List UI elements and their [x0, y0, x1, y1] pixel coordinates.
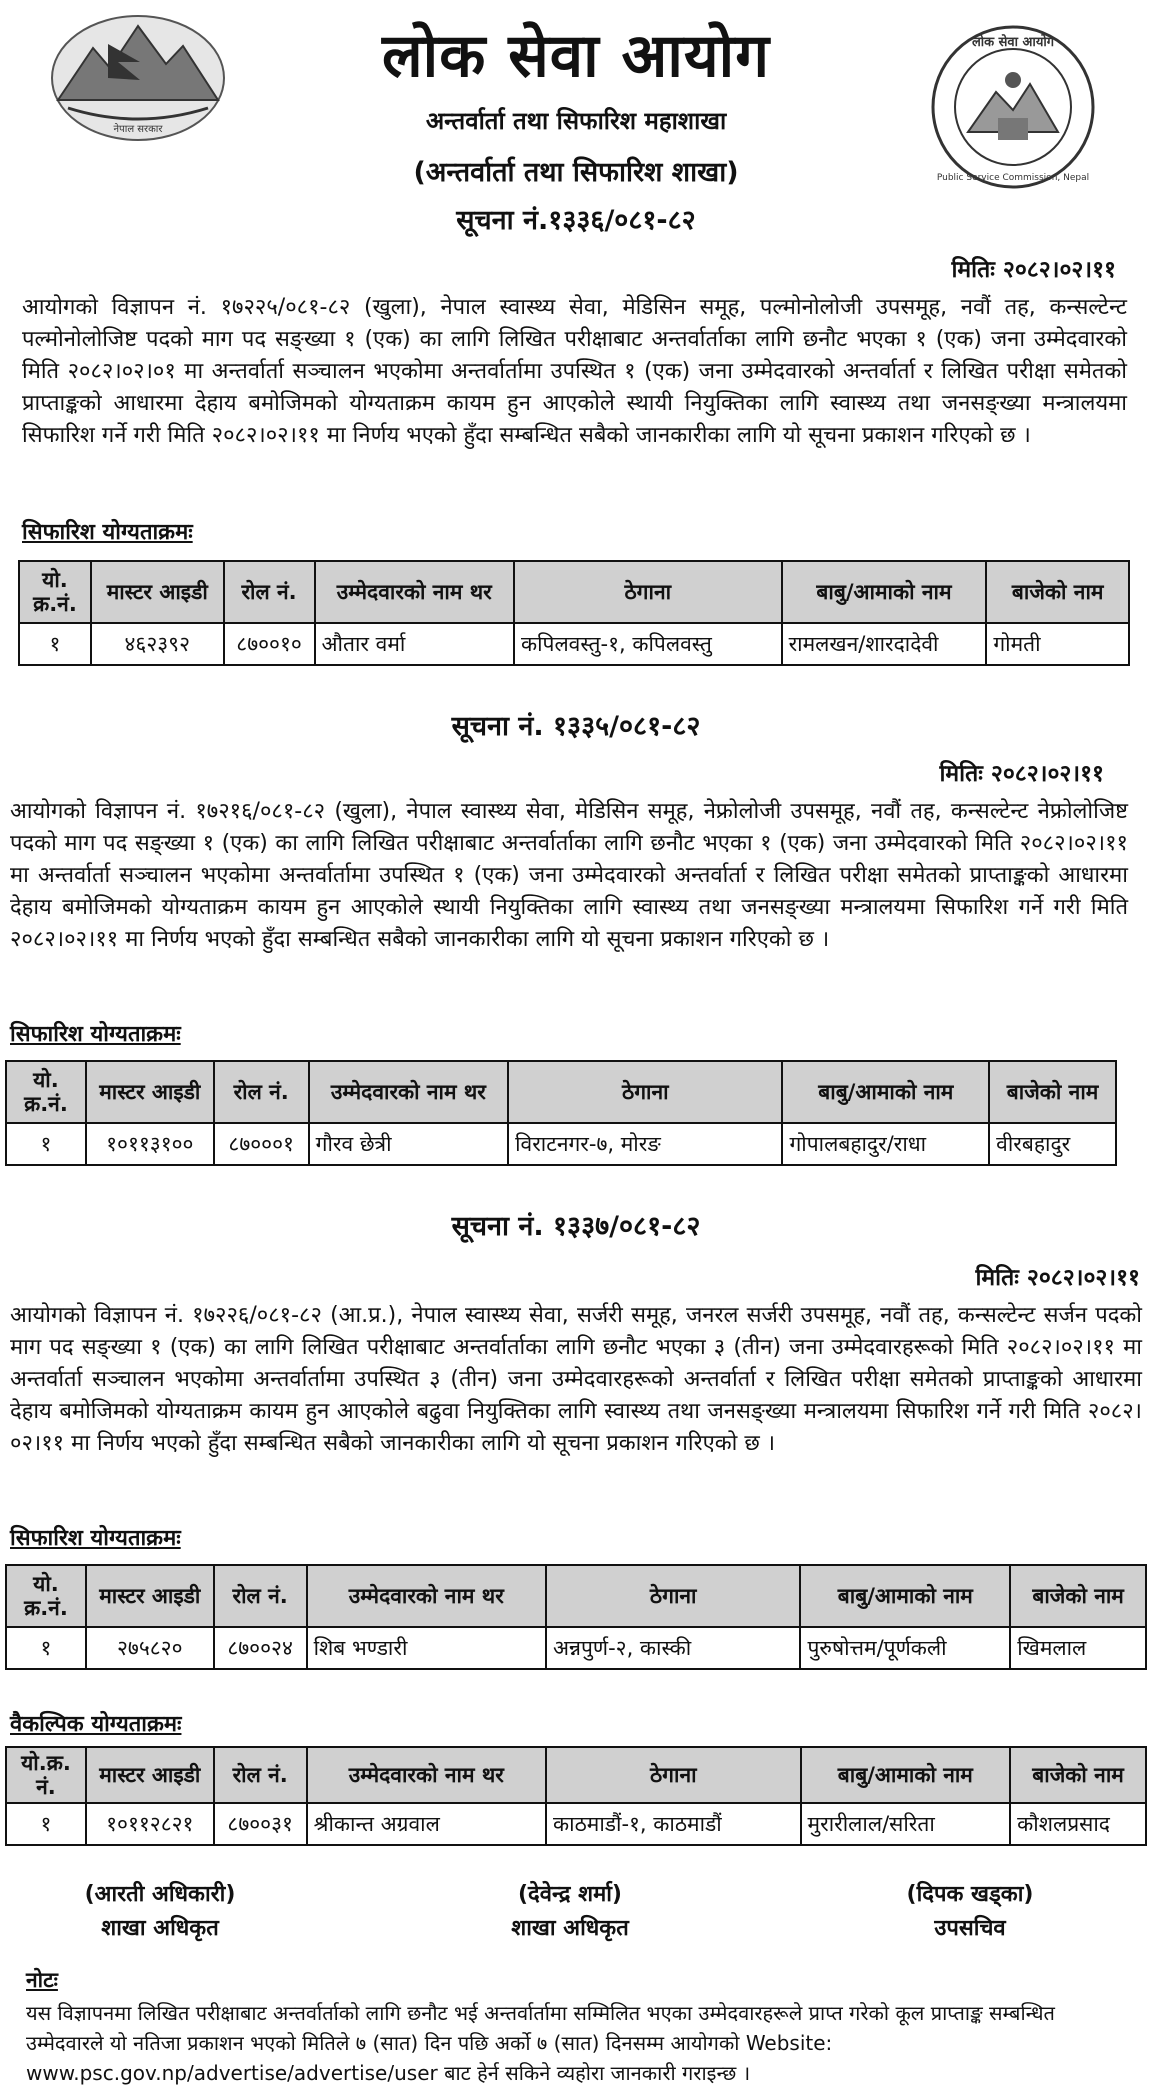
cell-candidate-name: श्रीकान्त अग्रवाल [307, 1803, 546, 1845]
notice-1-number: सूचना नं.१३३६/०८१-८२ [456, 205, 696, 236]
table-row [6, 1627, 1146, 1669]
cell-serial: १ [6, 1627, 86, 1669]
notice-1-list-label: सिफारिश योग्यताक्रमः [22, 520, 193, 545]
col-parents: बाबु/आमाको नाम [782, 561, 987, 623]
table-header-row [6, 1565, 1146, 1627]
notice-1-date: मितिः २०८२।०२।११ [951, 257, 1116, 283]
col-address: ठेगाना [546, 1747, 801, 1803]
col-candidate-name: उम्मेदवारको नाम थर [315, 561, 514, 623]
cell-grandfather: वीरबहादुर [989, 1123, 1116, 1165]
table-row [19, 623, 1129, 665]
signatory-title: शाखा अधिकृत [101, 1916, 219, 1941]
col-grandfather: बाजेको नाम [989, 1061, 1116, 1123]
cell-parents: पुरुषोत्तम/पूर्णकली [800, 1627, 1010, 1669]
cell-grandfather: गोमती [986, 623, 1129, 665]
signatory-name: (आरती अधिकारी) [84, 1882, 236, 1907]
col-parents: बाबु/आमाको नाम [800, 1565, 1010, 1627]
col-parents: बाबु/आमाको नाम [782, 1061, 989, 1123]
col-grandfather: बाजेको नाम [1010, 1565, 1146, 1627]
cell-master-id: २७५८२० [86, 1627, 214, 1669]
cell-roll-no: ८७००२४ [214, 1627, 307, 1669]
cell-candidate-name: गौरव छेत्री [309, 1123, 508, 1165]
signature-3 [800, 1878, 1140, 1946]
col-master-id: मास्टर आइडी [86, 1565, 214, 1627]
seal-text-top: लोक सेवा आयोग [971, 35, 1055, 50]
col-address: ठेगाना [508, 1061, 782, 1123]
table-row [6, 1123, 1116, 1165]
col-serial: यो. क्र.नं. [6, 1565, 86, 1627]
notice-2-list-label: सिफारिश योग्यताक्रमः [10, 1022, 181, 1047]
section-name: (अन्तर्वार्ता तथा सिफारिश शाखा) [413, 157, 739, 188]
signature-2 [400, 1878, 740, 1946]
cell-master-id: ४६२३९२ [91, 623, 224, 665]
note-line: उम्मेदवारले यो नतिजा प्रकाशन भएको मितिले ७ (सात) दिन पछि अर्को ७ (सात) दिनसम्म आयोगको Website: [26, 2031, 833, 2055]
col-parents: बाबु/आमाको नाम [801, 1747, 1011, 1803]
col-serial: यो. क्र.नं. [6, 1061, 86, 1123]
signatory-name: (देवेन्द्र शर्मा) [518, 1882, 622, 1907]
col-roll-no: रोल नं. [214, 1747, 307, 1803]
cell-parents: रामलखन/शारदादेवी [782, 623, 987, 665]
cell-parents: मुरारीलाल/सरिता [801, 1803, 1011, 1845]
col-master-id: मास्टर आइडी [86, 1747, 214, 1803]
signatory-name: (दिपक खड्का) [906, 1882, 1034, 1907]
note-line: www.psc.gov.np/advertise/advertise/user बाट हेर्न सकिने व्यहोरा जानकारी गराइन्छ । [26, 2061, 751, 2085]
cell-serial: १ [19, 623, 91, 665]
col-roll-no: रोल नं. [214, 1061, 309, 1123]
col-serial: यो.क्र. नं. [6, 1747, 86, 1803]
table-header-row [6, 1061, 1116, 1123]
page-title: लोक सेवा आयोग [382, 21, 770, 91]
cell-roll-no: ८७००१० [224, 623, 315, 665]
notice-1-table [18, 560, 1130, 666]
col-grandfather: बाजेको नाम [1010, 1747, 1146, 1803]
notice-3-number: सूचना नं. १३३७/०८१-८२ [451, 1211, 701, 1242]
cell-address: काठमाडौं-१, काठमाडौं [546, 1803, 801, 1845]
col-candidate-name: उम्मेदवारको नाम थर [307, 1747, 546, 1803]
notice-2-paragraph: आयोगको विज्ञापन नं. १७२१६/०८१-८२ (खुला), नेपाल स्वास्थ्य सेवा, मेडिसिन समूह, नेफ्रोलोजी उपसमूह, नवौं तह, कन्सल्टेन्ट नेफ्रोलोजिष्ट पदको माग पद सङ्ख्या १ (एक) का लागि लिखित परीक्षाबाट अन्तर्वार्ताका लागि छनौट भएका १ (एक) जना उम्मेदवारको मिति २०८२।०२।११ मा अन्तर्वार्ता सञ्चालन भएकोमा अन्तर्वार्तामा उपस्थित १ (एक) जना उम्मेदवारको अन्तर्वार्ता र लिखित परीक्षा समेतको प्राप्ताङ्कको आधारमा देहाय बमोजिमको योग्यताक्रम कायम हुन आएकोले स्थायी नियुक्तिका लागि स्वास्थ्य तथा जनसङ्ख्या मन्त्रालयमा सिफारिश गर्ने गरी मिति २०८२।०२।११ मा निर्णय भएको हुँदा सम्बन्धित सबैको जानकारीका लागि यो सूचना प्रकाशन गरिएको छ । [10, 799, 1128, 952]
cell-master-id: १०११२८२१ [86, 1803, 214, 1845]
col-roll-no: रोल नं. [224, 561, 315, 623]
col-serial: यो. क्र.नं. [19, 561, 91, 623]
cell-grandfather: खिमलाल [1010, 1627, 1146, 1669]
seal-text-bottom: Public Service Commission, Nepal [936, 173, 1090, 183]
cell-roll-no: ८७०००१ [214, 1123, 309, 1165]
col-candidate-name: उम्मेदवारको नाम थर [307, 1565, 546, 1627]
note-line: यस विज्ञापनमा लिखित परीक्षाबाट अन्तर्वार्ताको लागि छनौट भई अन्तर्वार्तामा सम्मिलित भएका उम्मेदवारहरूले प्राप्त गरेको कूल प्राप्ताङ्क सम्बन्धित [26, 2001, 1055, 2025]
table-header-row [19, 561, 1129, 623]
notice-3-list-label: सिफारिश योग्यताक्रमः [10, 1526, 181, 1551]
col-master-id: मास्टर आइडी [91, 561, 224, 623]
cell-candidate-name: शिब भण्डारी [307, 1627, 546, 1669]
col-address: ठेगाना [546, 1565, 801, 1627]
notice-3-paragraph: आयोगको विज्ञापन नं. १७२२६/०८१-८२ (आ.प्र.), नेपाल स्वास्थ्य सेवा, सर्जरी समूह, जनरल सर्जरी उपसमूह, नवौं तह, कन्सल्टेन्ट सर्जन पदको माग पद सङ्ख्या १ (एक) का लागि लिखित परीक्षाबाट अन्तर्वार्ताका लागि छनौट भएका ३ (तीन) जना उम्मेदवारहरूको मिति २०८२।०२।११ मा अन्तर्वार्ता सञ्चालन भएकोमा अन्तर्वार्तामा उपस्थित ३ (तीन) जना उम्मेदवारहरूको अन्तर्वार्ता र लिखित परीक्षा समेतको प्राप्ताङ्कको आधारमा देहाय बमोजिमको योग्यताक्रम कायम हुन आएकोले बढुवा नियुक्तिका लागि स्वास्थ्य तथा जनसङ्ख्या मन्त्रालयमा सिफारिश गर्ने गरी मिति २०८२।०२।११ मा निर्णय भएको हुँदा सम्बन्धित सबैको जानकारीका लागि यो सूचना प्रकाशन गरिएको छ । [10, 1303, 1142, 1456]
col-address: ठेगाना [514, 561, 782, 623]
note-title: नोटः [26, 1968, 58, 1992]
notice-2-date: मितिः २०८२।०२।११ [939, 761, 1104, 787]
signature-1 [0, 1878, 330, 1946]
notice-2-number: सूचना नं. १३३५/०८१-८२ [451, 711, 701, 742]
cell-parents: गोपालबहादुर/राधा [782, 1123, 989, 1165]
notice-1-paragraph: आयोगको विज्ञापन नं. १७२२५/०८१-८२ (खुला), नेपाल स्वास्थ्य सेवा, मेडिसिन समूह, पल्मोनोलोजी उपसमूह, नवौं तह, कन्सल्टेन्ट पल्मोनोलोजिष्ट पदको माग पद सङ्ख्या १ (एक) का लागि लिखित परीक्षाबाट अन्तर्वार्ताका लागि छनौट भएका १ (एक) जना उम्मेदवारको मिति २०८२।०२।०१ मा अन्तर्वार्ता सञ्चालन भएकोमा अन्तर्वार्तामा उपस्थित १ (एक) जना उम्मेदवारको अन्तर्वार्ता र लिखित परीक्षा समेतको प्राप्ताङ्कको आधारमा देहाय बमोजिमको योग्यताक्रम कायम हुन आएकोले स्थायी नियुक्तिका लागि स्वास्थ्य तथा जनसङ्ख्या मन्त्रालयमा सिफारिश गर्ने गरी मिति २०८२।०२।११ मा निर्णय भएको हुँदा सम्बन्धित सबैको जानकारीका लागि यो सूचना प्रकाशन गरिएको छ । [22, 295, 1127, 448]
cell-roll-no: ८७००३१ [214, 1803, 307, 1845]
cell-candidate-name: औतार वर्मा [315, 623, 514, 665]
emblem-text: नेपाल सरकार [113, 124, 163, 135]
table-header-row [6, 1747, 1146, 1803]
cell-address: विराटनगर-७, मोरङ [508, 1123, 782, 1165]
signatory-title: उपसचिव [934, 1916, 1006, 1941]
col-roll-no: रोल नं. [214, 1565, 307, 1627]
cell-grandfather: कौशलप्रसाद [1010, 1803, 1146, 1845]
alternate-table [5, 1746, 1147, 1846]
cell-serial: १ [6, 1803, 86, 1845]
notice-3-date: मितिः २०८२।०२।११ [975, 1265, 1140, 1291]
notice-2-table [5, 1060, 1117, 1166]
col-candidate-name: उम्मेदवारको नाम थर [309, 1061, 508, 1123]
alternate-list-label: वैकल्पिक योग्यताक्रमः [10, 1712, 182, 1737]
cell-address: अन्नपुर्ण-२, कास्की [546, 1627, 801, 1669]
signatory-title: शाखा अधिकृत [511, 1916, 629, 1941]
cell-address: कपिलवस्तु-१, कपिलवस्तु [514, 623, 782, 665]
cell-master-id: १०११३१०० [86, 1123, 214, 1165]
col-grandfather: बाजेको नाम [986, 561, 1129, 623]
cell-serial: १ [6, 1123, 86, 1165]
table-row [6, 1803, 1146, 1845]
division-name: अन्तर्वार्ता तथा सिफारिश महाशाखा [425, 107, 727, 135]
note-body [26, 1998, 1146, 2088]
notice-3-table [5, 1564, 1147, 1670]
col-master-id: मास्टर आइडी [86, 1061, 214, 1123]
